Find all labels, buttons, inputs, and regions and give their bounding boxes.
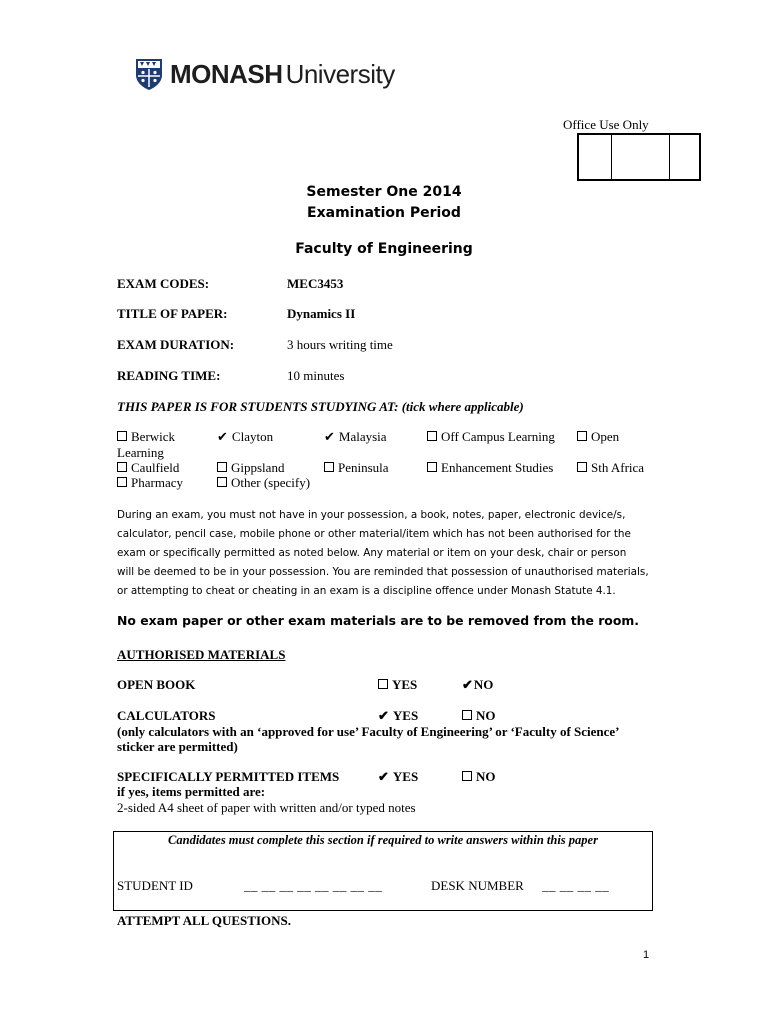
logo-word-monash: MONASH bbox=[170, 58, 283, 89]
yes-label: YES bbox=[392, 769, 419, 784]
paragraph-line: During an exam, you must not have in your possession, a book, notes, paper, electronic device/s, bbox=[117, 509, 626, 521]
yes-label: YES bbox=[392, 677, 418, 692]
student-id-field[interactable]: __ __ __ __ __ __ __ __ bbox=[244, 878, 383, 893]
attempt-all-questions: ATTEMPT ALL QUESTIONS. bbox=[117, 913, 291, 928]
reading-value: 10 minutes bbox=[287, 368, 345, 383]
checkbox-icon bbox=[117, 462, 127, 472]
paragraph-line: exam or specifically permitted as noted below. Any material or item on your desk, chair or person bbox=[117, 547, 627, 559]
authorised-heading: AUTHORISED MATERIALS bbox=[117, 647, 286, 662]
campus-enhancement[interactable] bbox=[427, 460, 553, 476]
rules-paragraph bbox=[117, 506, 652, 601]
campus-peninsula[interactable] bbox=[324, 460, 389, 476]
semester-heading: Semester One 2014 bbox=[306, 184, 462, 200]
paragraph-line: calculator, pencil case, mobile phone or other material/item which has not been authorised for the bbox=[117, 528, 631, 540]
campus-label: Berwick bbox=[131, 429, 176, 444]
exam-codes-label: EXAM CODES: bbox=[117, 276, 210, 291]
campus-heading: THIS PAPER IS FOR STUDENTS STUDYING AT: (tick where applicable) bbox=[117, 399, 524, 414]
checkbox-icon bbox=[378, 679, 388, 689]
paragraph-line: will be deemed to be in your possession. You are reminded that possession of unauthorised materials, bbox=[117, 566, 649, 578]
duration-value: 3 hours writing time bbox=[287, 337, 393, 352]
check-mark-icon: ✔ bbox=[462, 677, 473, 692]
desk-number-label: DESK NUMBER bbox=[431, 878, 524, 893]
campus-label: Off Campus Learning bbox=[441, 429, 555, 444]
specific-items-no[interactable] bbox=[462, 769, 496, 785]
check-mark-icon: ✔ bbox=[217, 429, 228, 444]
campus-label: Pharmacy bbox=[131, 475, 183, 490]
checkbox-icon bbox=[577, 431, 587, 441]
candidate-notice: Candidates must complete this section if required to write answers within this paper bbox=[168, 833, 598, 847]
checkbox-icon bbox=[427, 462, 437, 472]
campus-gippsland[interactable] bbox=[217, 460, 284, 476]
student-id-label: STUDENT ID bbox=[117, 878, 193, 893]
logo-word-university: University bbox=[285, 58, 395, 89]
monash-logo bbox=[134, 56, 395, 92]
calculators-note-line2: sticker are permitted) bbox=[117, 739, 238, 754]
if-yes-label: if yes, items permitted are: bbox=[117, 784, 266, 799]
campus-other[interactable] bbox=[217, 475, 310, 491]
specific-items-label: SPECIFICALLY PERMITTED ITEMS bbox=[117, 769, 340, 784]
no-label: NO bbox=[473, 677, 494, 692]
campus-label: Open bbox=[591, 429, 620, 444]
campus-caulfield[interactable] bbox=[117, 460, 179, 476]
check-mark-icon: ✔ bbox=[378, 769, 389, 784]
campus-open-continued: Learning bbox=[117, 445, 164, 460]
office-use-label: Office Use Only bbox=[563, 117, 649, 132]
office-use-cell bbox=[670, 135, 699, 179]
office-use-cell bbox=[579, 135, 612, 179]
campus-label: Clayton bbox=[231, 429, 274, 444]
check-mark-icon: ✔ bbox=[324, 429, 335, 444]
checkbox-icon bbox=[117, 431, 127, 441]
open-book-label: OPEN BOOK bbox=[117, 677, 196, 692]
campus-label: Enhancement Studies bbox=[441, 460, 554, 475]
permitted-items-text: 2-sided A4 sheet of paper with written and/or typed notes bbox=[117, 800, 416, 815]
exam-codes-value: MEC3453 bbox=[287, 276, 344, 291]
checkbox-icon bbox=[324, 462, 334, 472]
calculators-note-line1: (only calculators with an ‘approved for use’ Faculty of Engineering’ or ‘Faculty of Science’ bbox=[117, 724, 620, 739]
desk-number-field[interactable]: __ __ __ __ bbox=[542, 878, 610, 893]
campus-label: Other (specify) bbox=[231, 475, 311, 490]
checkbox-icon bbox=[462, 771, 472, 781]
checkbox-icon bbox=[577, 462, 587, 472]
campus-off-campus[interactable] bbox=[427, 429, 555, 445]
period-heading: Examination Period bbox=[307, 205, 461, 221]
specific-items-yes[interactable] bbox=[378, 769, 418, 785]
campus-label: Gippsland bbox=[231, 460, 285, 475]
campus-berwick[interactable] bbox=[117, 429, 175, 445]
calculators-label: CALCULATORS bbox=[117, 708, 216, 723]
calculators-no[interactable] bbox=[462, 708, 496, 724]
checkbox-icon bbox=[462, 710, 472, 720]
open-book-no[interactable] bbox=[462, 677, 493, 693]
campus-malaysia[interactable] bbox=[324, 429, 387, 445]
campus-clayton[interactable] bbox=[217, 429, 273, 445]
check-mark-icon: ✔ bbox=[378, 708, 389, 723]
page-number: 1 bbox=[643, 949, 650, 961]
calculators-yes[interactable] bbox=[378, 708, 418, 724]
checkbox-icon bbox=[217, 462, 227, 472]
campus-sth-africa[interactable] bbox=[577, 460, 644, 476]
campus-label: Sth Africa bbox=[591, 460, 645, 475]
faculty-heading: Faculty of Engineering bbox=[295, 241, 473, 257]
campus-open[interactable] bbox=[577, 429, 619, 445]
no-label: NO bbox=[476, 708, 496, 723]
paragraph-line: or attempting to cheat or cheating in an exam is a discipline offence under Monash Statute 4.1. bbox=[117, 585, 616, 597]
campus-label: Peninsula bbox=[338, 460, 389, 475]
campus-label: Caulfield bbox=[131, 460, 180, 475]
checkbox-icon bbox=[427, 431, 437, 441]
campus-label: Malaysia bbox=[338, 429, 387, 444]
warning-text: No exam paper or other exam materials are to be removed from the room. bbox=[117, 613, 639, 628]
office-use-cell bbox=[612, 135, 670, 179]
checkbox-icon bbox=[217, 477, 227, 487]
open-book-yes[interactable] bbox=[378, 677, 417, 693]
reading-label: READING TIME: bbox=[117, 368, 221, 383]
title-label: TITLE OF PAPER: bbox=[117, 306, 228, 321]
title-value: Dynamics II bbox=[287, 306, 356, 321]
duration-label: EXAM DURATION: bbox=[117, 337, 235, 352]
no-label: NO bbox=[476, 769, 496, 784]
checkbox-icon bbox=[117, 477, 127, 487]
campus-pharmacy[interactable] bbox=[117, 475, 183, 491]
monash-crest-icon bbox=[134, 57, 164, 91]
office-use-box bbox=[577, 133, 701, 181]
yes-label: YES bbox=[392, 708, 419, 723]
